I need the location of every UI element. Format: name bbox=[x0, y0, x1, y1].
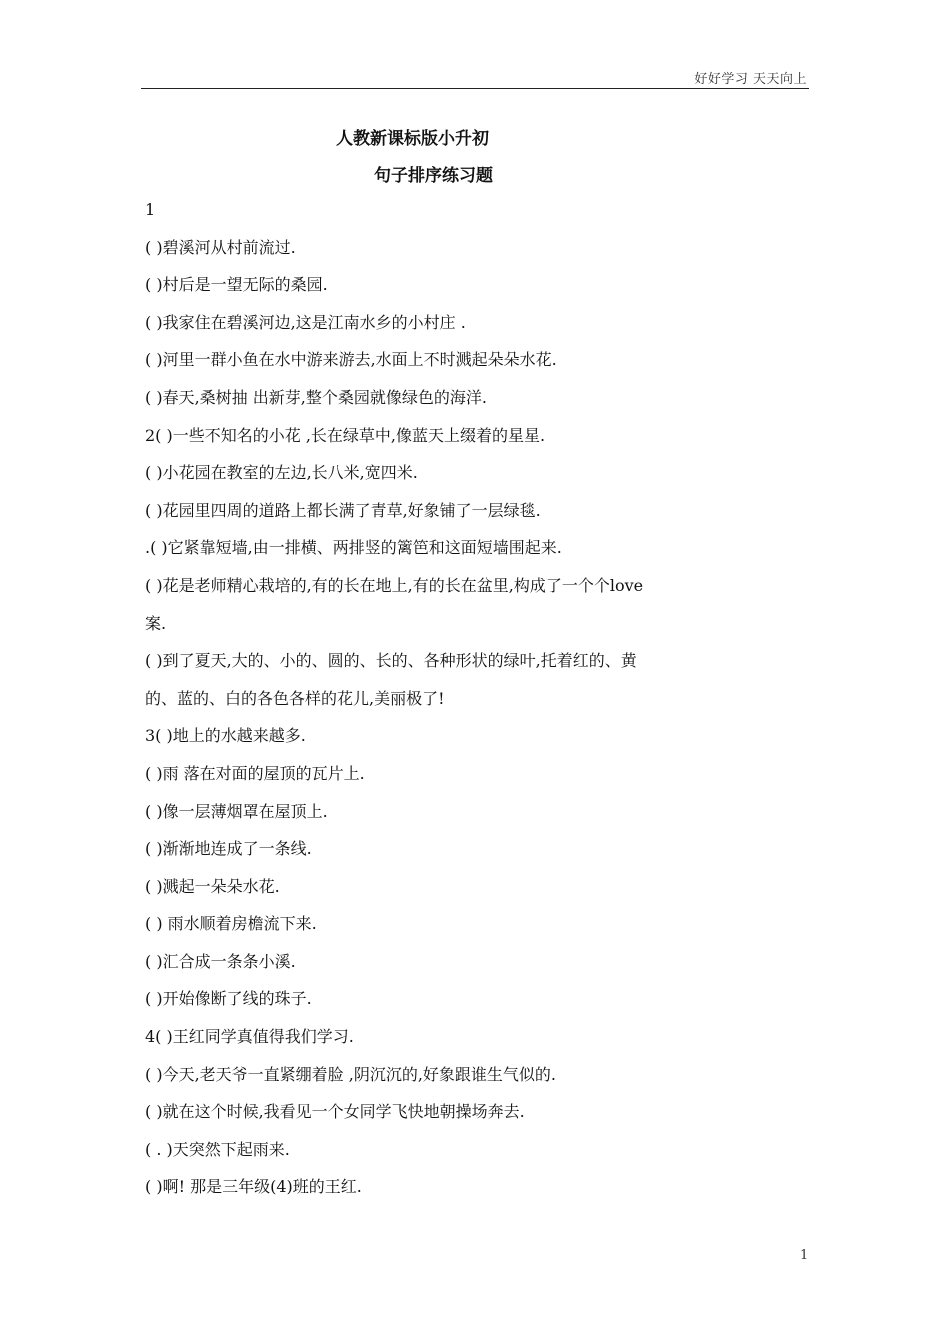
document-title: 人教新课标版小升初 bbox=[336, 129, 489, 149]
section-number: 1 bbox=[145, 200, 156, 219]
sentence-line: .( )它紧靠短墙,由一排横、两排竖的篱笆和这面短墙围起来. bbox=[145, 538, 562, 558]
sentence-line: ( )河里一群小鱼在水中游来游去,水面上不时溅起朵朵水花. bbox=[145, 350, 557, 370]
sentence-line: ( )花是老师精心栽培的,有的长在地上,有的长在盆里,构成了一个个love bbox=[145, 575, 644, 595]
sentence-line: ( )碧溪河从村前流过. bbox=[145, 237, 296, 257]
sentence-line: ( )渐渐地连成了一条线. bbox=[145, 839, 312, 859]
sentence-line: ( )就在这个时候,我看见一个女同学飞快地朝操场奔去. bbox=[145, 1102, 525, 1122]
sentence-line: 4( )王红同学真值得我们学习. bbox=[145, 1027, 354, 1047]
sentence-line: 的、蓝的、白的各色各样的花儿,美丽极了! bbox=[145, 688, 445, 708]
sentence-line: ( )啊! 那是三年级(4)班的王红. bbox=[145, 1177, 362, 1197]
sentence-line: ( )汇合成一条条小溪. bbox=[145, 951, 296, 971]
sentence-line: ( . )天突然下起雨来. bbox=[145, 1139, 290, 1159]
exercise-body bbox=[145, 197, 785, 1212]
page-number: 1 bbox=[800, 1248, 809, 1263]
sentence-line: ( )花园里四周的道路上都长满了青草,好象铺了一层绿毯. bbox=[145, 500, 541, 520]
sentence-line: ( )我家住在碧溪河边,这是江南水乡的小村庄 . bbox=[145, 312, 466, 332]
sentence-line: ( ) 雨水顺着房檐流下来. bbox=[145, 914, 317, 934]
sentence-line: ( )溅起一朵朵水花. bbox=[145, 876, 280, 896]
header-divider bbox=[141, 88, 809, 89]
sentence-line: ( )到了夏天,大的、小的、圆的、长的、各种形状的绿叶,托着红的、黄 bbox=[145, 651, 637, 671]
sentence-line: 2( )一些不知名的小花 ,长在绿草中,像蓝天上缀着的星星. bbox=[145, 425, 546, 445]
sentence-line: ( )今天,老天爷一直紧绷着脸 ,阴沉沉的,好象跟谁生气似的. bbox=[145, 1064, 557, 1084]
sentence-line: 案. bbox=[145, 613, 167, 633]
sentence-line: ( )雨 落在对面的屋顶的瓦片上. bbox=[145, 763, 365, 783]
sentence-line: ( )村后是一望无际的桑园. bbox=[145, 275, 328, 295]
document-subtitle: 句子排序练习题 bbox=[374, 166, 493, 186]
sentence-line: ( )春天,桑树抽 出新芽,整个桑园就像绿色的海洋. bbox=[145, 387, 487, 407]
sentence-line: ( )开始像断了线的珠子. bbox=[145, 989, 312, 1009]
sentence-line: ( )小花园在教室的左边,长八米,宽四米. bbox=[145, 463, 418, 483]
page-header-text: 好好学习 天天向上 bbox=[694, 72, 807, 87]
sentence-line: 3( )地上的水越来越多. bbox=[145, 726, 306, 746]
sentence-line: ( )像一层薄烟罩在屋顶上. bbox=[145, 801, 328, 821]
